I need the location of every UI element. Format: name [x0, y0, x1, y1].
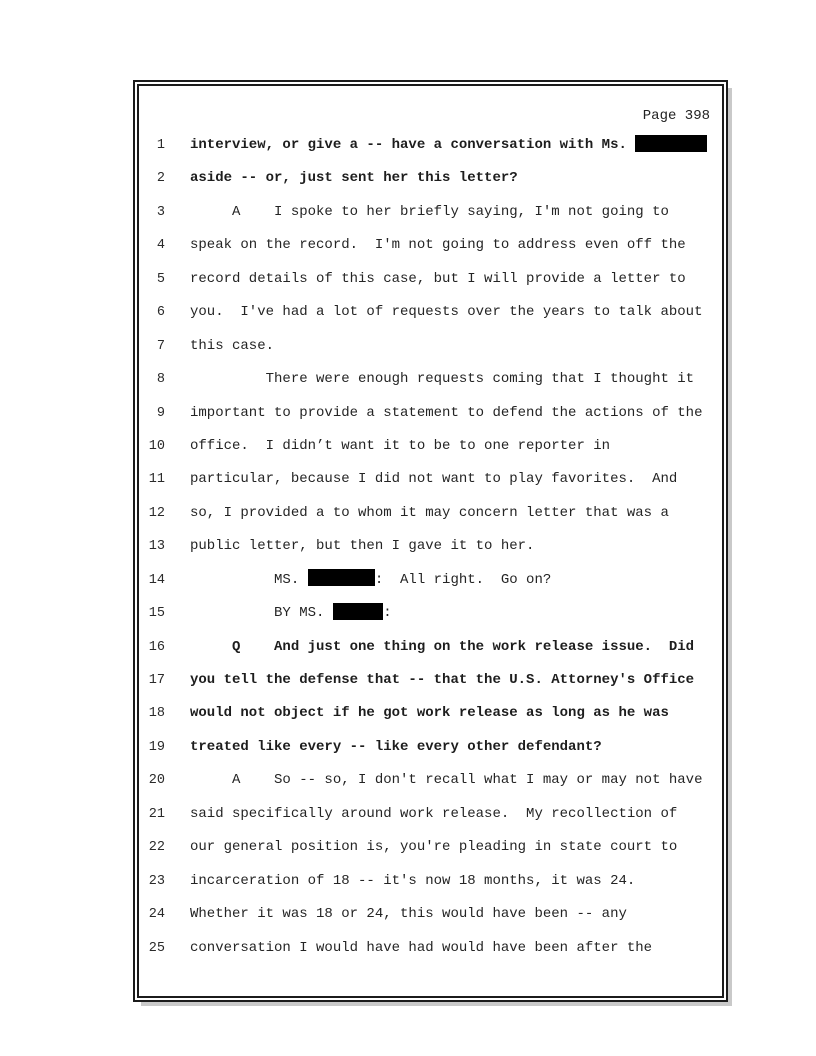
- line-text: so, I provided a to whom it may concern letter that was a: [190, 504, 669, 521]
- line-number: 14: [148, 572, 165, 588]
- transcript-line: [139, 764, 722, 797]
- transcript-line: [139, 898, 722, 931]
- line-number: 18: [148, 706, 165, 722]
- line-number: 2: [156, 171, 165, 187]
- transcript-line: [139, 229, 722, 262]
- redaction-bar: [333, 603, 383, 620]
- transcript-lines: [139, 129, 722, 965]
- transcript-line: [139, 597, 722, 630]
- transcript-line: [139, 397, 722, 430]
- line-number: 12: [148, 505, 165, 521]
- line-number: 13: [148, 539, 165, 555]
- line-text: important to provide a statement to defend the actions of the: [190, 404, 703, 421]
- line-number: 7: [156, 338, 165, 354]
- line-text: said specifically around work release. My recollection of: [190, 805, 678, 822]
- line-text: you tell the defense that -- that the U.S. Attorney's Office: [190, 672, 695, 688]
- transcript-line: [139, 430, 722, 463]
- line-number: 11: [148, 472, 165, 488]
- transcript-line: [139, 263, 722, 296]
- line-number: 19: [148, 739, 165, 755]
- line-text: Whether it was 18 or 24, this would have been -- any: [190, 906, 627, 923]
- line-text: public letter, but then I gave it to her.: [190, 538, 535, 555]
- transcript-frame-inner: [137, 84, 724, 998]
- transcript-line: [139, 296, 722, 329]
- line-text: There were enough requests coming that I thought it: [190, 371, 695, 388]
- line-number: 10: [148, 438, 165, 454]
- line-number: 20: [148, 773, 165, 789]
- transcript-line: [139, 831, 722, 864]
- transcript-line: [139, 196, 722, 229]
- line-number: 5: [156, 271, 165, 287]
- line-number: 9: [156, 405, 165, 421]
- line-text: A So -- so, I don't recall what I may or may not have: [190, 772, 703, 789]
- line-number: 15: [148, 606, 165, 622]
- line-number: 3: [156, 204, 165, 220]
- transcript-line: [139, 363, 722, 396]
- line-text: MS. : All right. Go on?: [190, 572, 551, 588]
- line-text: treated like every -- like every other defendant?: [190, 738, 602, 755]
- line-number: 1: [156, 138, 165, 153]
- transcript-line: [139, 530, 722, 563]
- transcript-line: [139, 463, 722, 496]
- transcript-line: [139, 330, 722, 363]
- line-text: you. I've had a lot of requests over the years to talk about: [190, 304, 703, 321]
- line-number: 21: [148, 806, 165, 822]
- line-text: BY MS. :: [190, 605, 392, 621]
- redaction-bar: [308, 569, 375, 586]
- line-number: 4: [156, 238, 165, 254]
- line-number: 24: [148, 907, 165, 923]
- line-number: 16: [148, 639, 165, 655]
- transcript-line: [139, 798, 722, 831]
- transcript-line: [139, 631, 722, 664]
- transcript-line: [139, 129, 722, 162]
- line-text: A I spoke to her briefly saying, I'm not going to: [190, 203, 669, 220]
- line-text: office. I didn’t want it to be to one reporter in: [190, 437, 611, 454]
- transcript-frame: [133, 80, 728, 1002]
- line-text: our general position is, you're pleading in state court to: [190, 839, 678, 856]
- line-number: 17: [148, 673, 165, 688]
- page-number: Page 398: [642, 108, 710, 124]
- line-number: 25: [148, 940, 165, 956]
- transcript-line: [139, 697, 722, 730]
- line-number: 23: [148, 873, 165, 889]
- line-number: 6: [156, 305, 165, 321]
- transcript-line: [139, 497, 722, 530]
- transcript-line: [139, 731, 722, 764]
- line-text: conversation I would have had would have been after the: [190, 939, 653, 956]
- transcript-line: [139, 664, 722, 697]
- line-number: 8: [156, 372, 165, 388]
- line-text: interview, or give a -- have a conversation with Ms.: [190, 137, 707, 153]
- transcript-line: [139, 932, 722, 965]
- line-text: incarceration of 18 -- it's now 18 months, it was 24.: [190, 872, 636, 889]
- line-text: this case.: [190, 337, 275, 354]
- transcript-line: [139, 162, 722, 195]
- line-text: Q And just one thing on the work release issue. Did: [190, 638, 695, 655]
- line-text: record details of this case, but I will provide a letter to: [190, 270, 686, 287]
- line-text: would not object if he got work release as long as he was: [190, 705, 669, 722]
- line-text: aside -- or, just sent her this letter?: [190, 170, 518, 187]
- line-number: 22: [148, 840, 165, 856]
- line-text: speak on the record. I'm not going to address even off the: [190, 237, 686, 254]
- line-text: particular, because I did not want to play favorites. And: [190, 471, 678, 488]
- transcript-line: [139, 865, 722, 898]
- transcript-line: [139, 564, 722, 597]
- redaction-bar: [635, 135, 706, 152]
